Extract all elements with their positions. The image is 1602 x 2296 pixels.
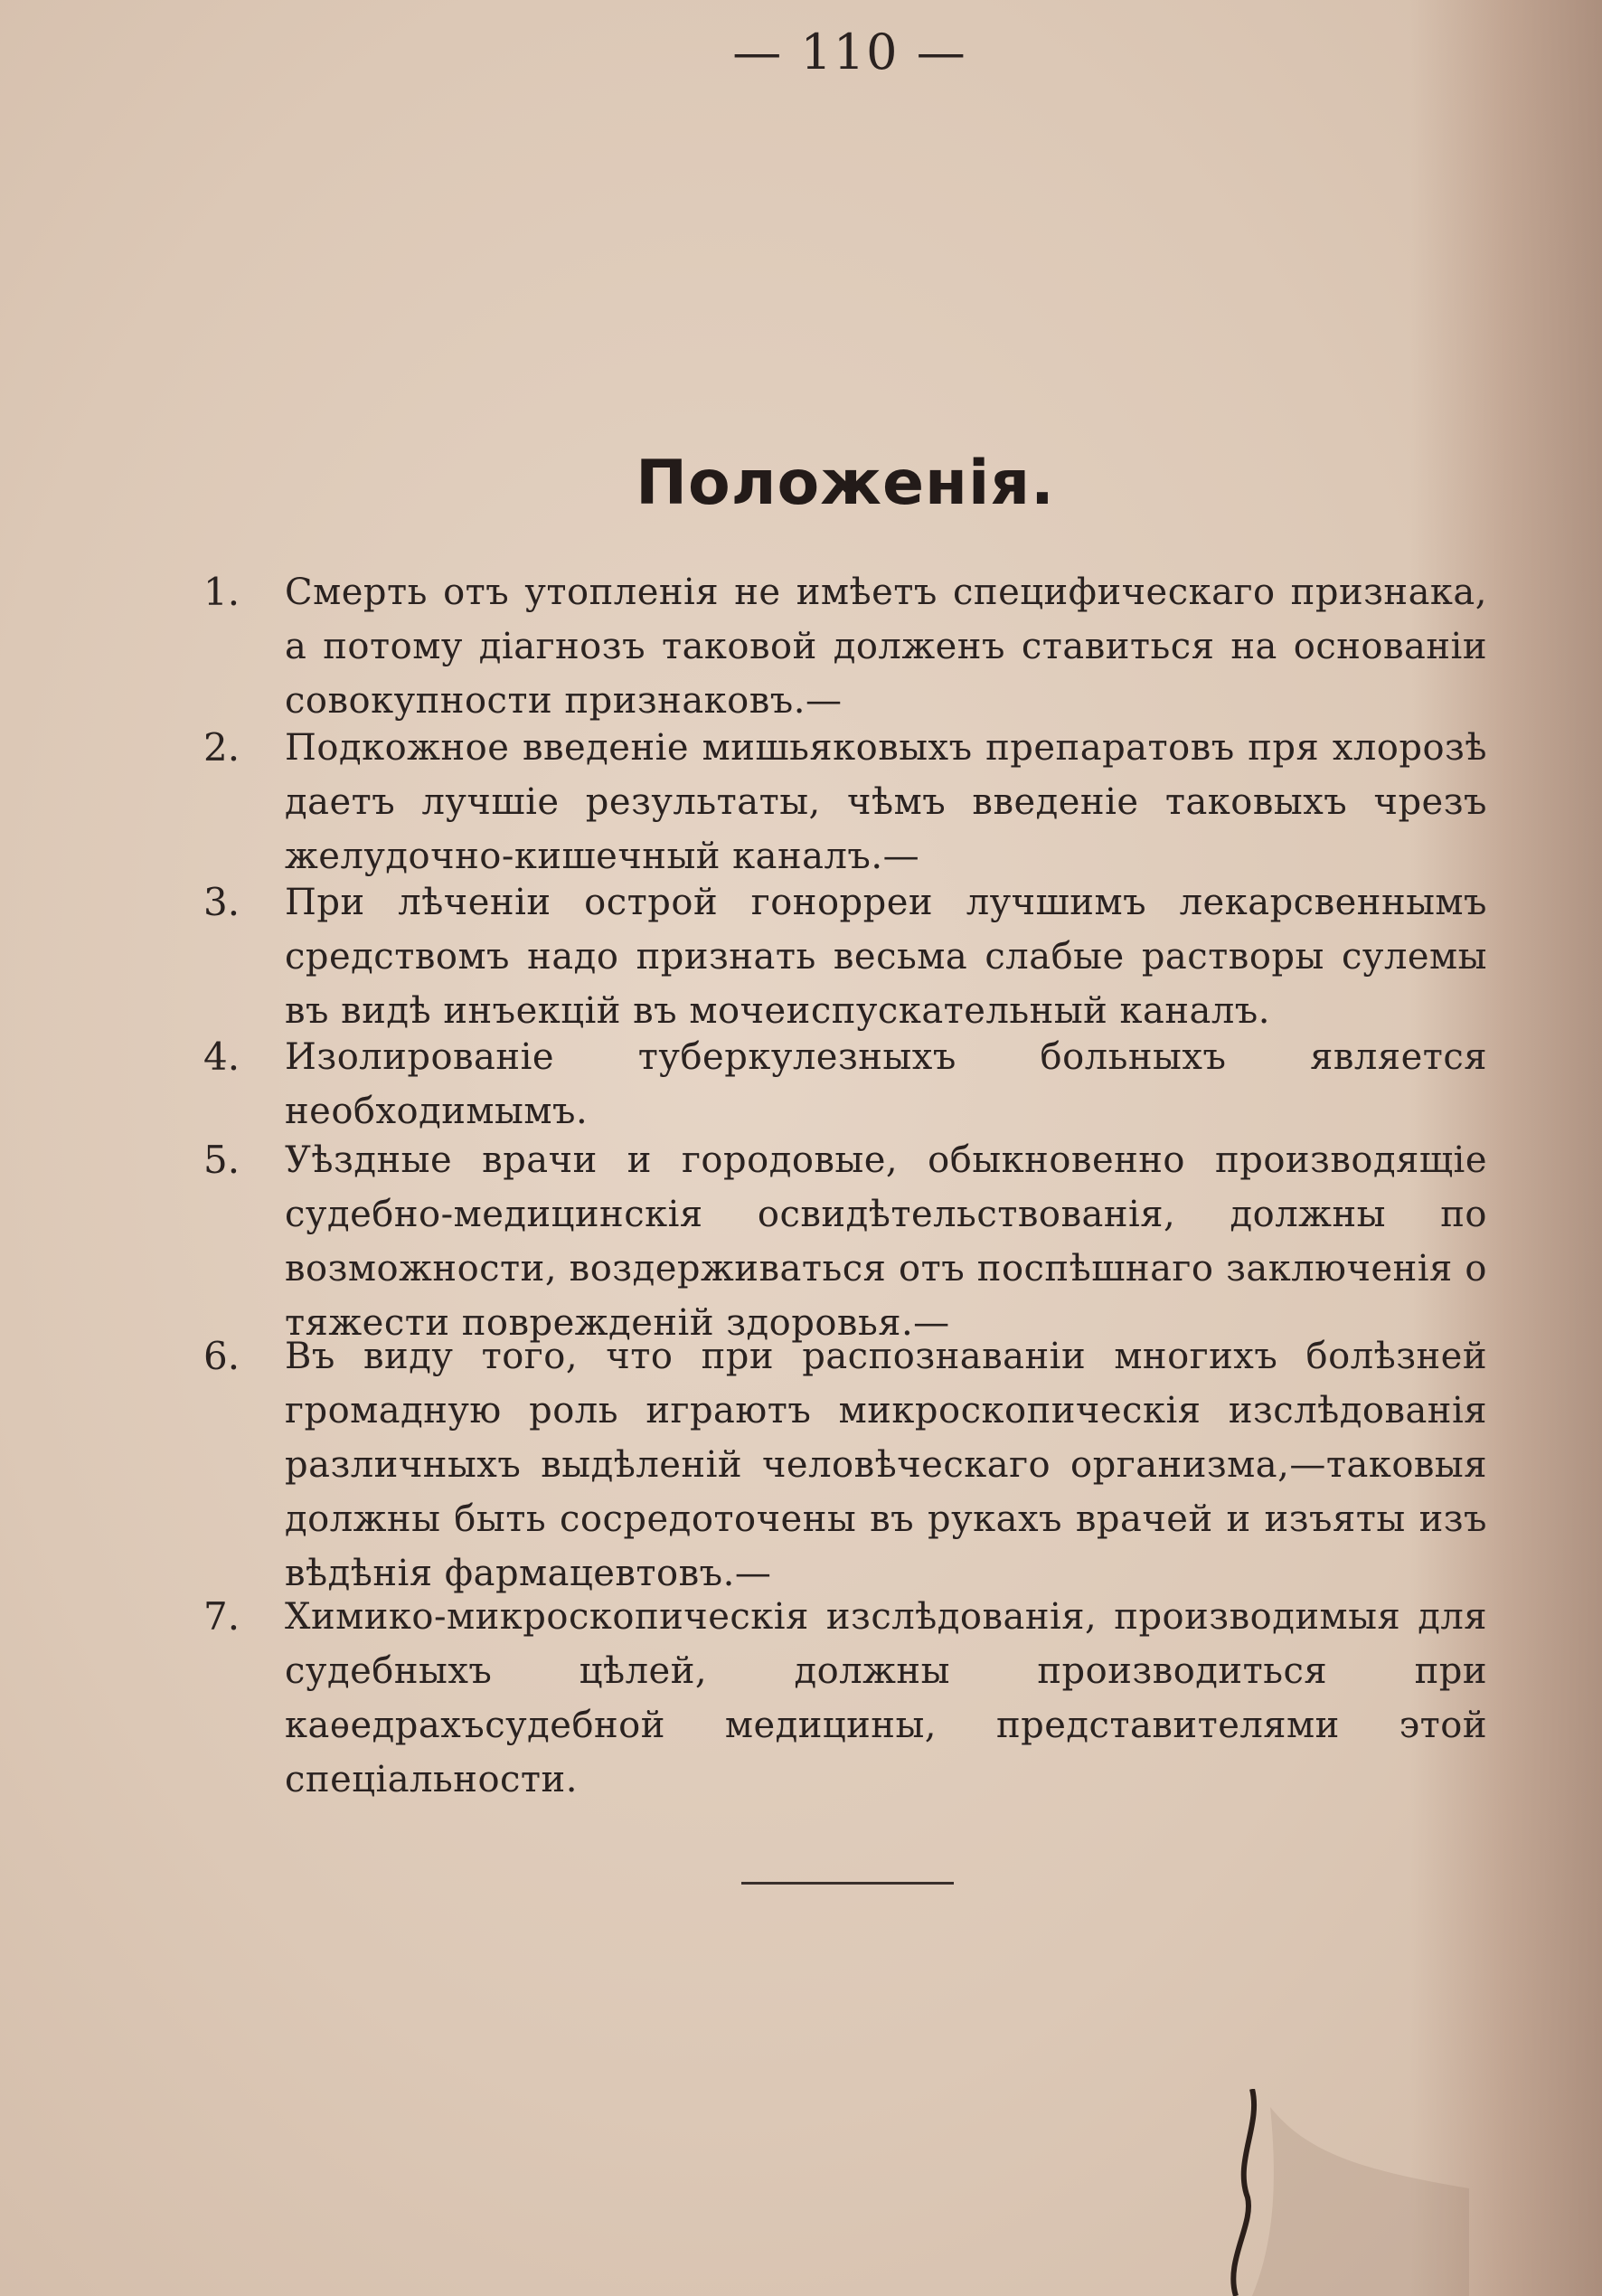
thesis-text: При лѣченіи острой гонорреи лучшимъ лекарсвеннымъ средствомъ надо признать весьма слабые растворы сулемы въ видѣ инъекцій въ мочеиспускательный каналъ.	[285, 882, 1487, 1032]
thesis-number: 1.	[203, 570, 240, 614]
thesis-text: Смерть отъ утопленія не имѣетъ специфическаго признака, а потому діагнозъ таковой долженъ ставиться на основаніи совокупности признаковъ.—	[285, 572, 1487, 722]
thesis-text: Уѣздные врачи и городовые, обыкновенно производящіе судебно-медицинскія освидѣтельствованія, должны по возможности, воздерживаться отъ поспѣшнаго заключенія о тяжести поврежденій здоровья.—	[285, 1139, 1487, 1344]
thesis-number: 3.	[203, 880, 240, 924]
thesis-number: 6.	[203, 1334, 240, 1378]
thesis-text: Подкожное введеніе мишьяковыхъ препаратовъ пря хлорозѣ даетъ лучшіе результаты, чѣмъ введеніе таковыхъ чрезъ желудочно-кишечный каналъ.—	[285, 727, 1487, 877]
section-divider	[741, 1882, 954, 1885]
thesis-number: 7.	[203, 1594, 240, 1639]
thesis-text: Изолированіе туберкулезныхъ больныхъ является необходимымъ.	[285, 1036, 1487, 1132]
page-title: Положенія.	[636, 448, 1055, 519]
page-number: — 110 —	[732, 24, 967, 80]
thesis-number: 4.	[203, 1035, 240, 1079]
thesis-number: 2.	[203, 725, 240, 770]
paper-crease-mark	[1198, 2089, 1469, 2296]
thesis-number: 5.	[203, 1138, 240, 1182]
thesis-text: Въ виду того, что при распознаваніи многихъ болѣзней громадную роль играютъ микроскопическія изслѣдованія различныхъ выдѣленій человѣческаго организма,—таковыя должны быть сосредоточены въ рукахъ врачей и изъяты изъ вѣдѣнія фармацевтовъ.—	[285, 1336, 1487, 1594]
thesis-text: Химико-микроскопическія изслѣдованія, производимыя для судебныхъ цѣлей, должны производиться при каѳедрахъсудебной медицины, представителями этой спеціальности.	[285, 1596, 1487, 1800]
